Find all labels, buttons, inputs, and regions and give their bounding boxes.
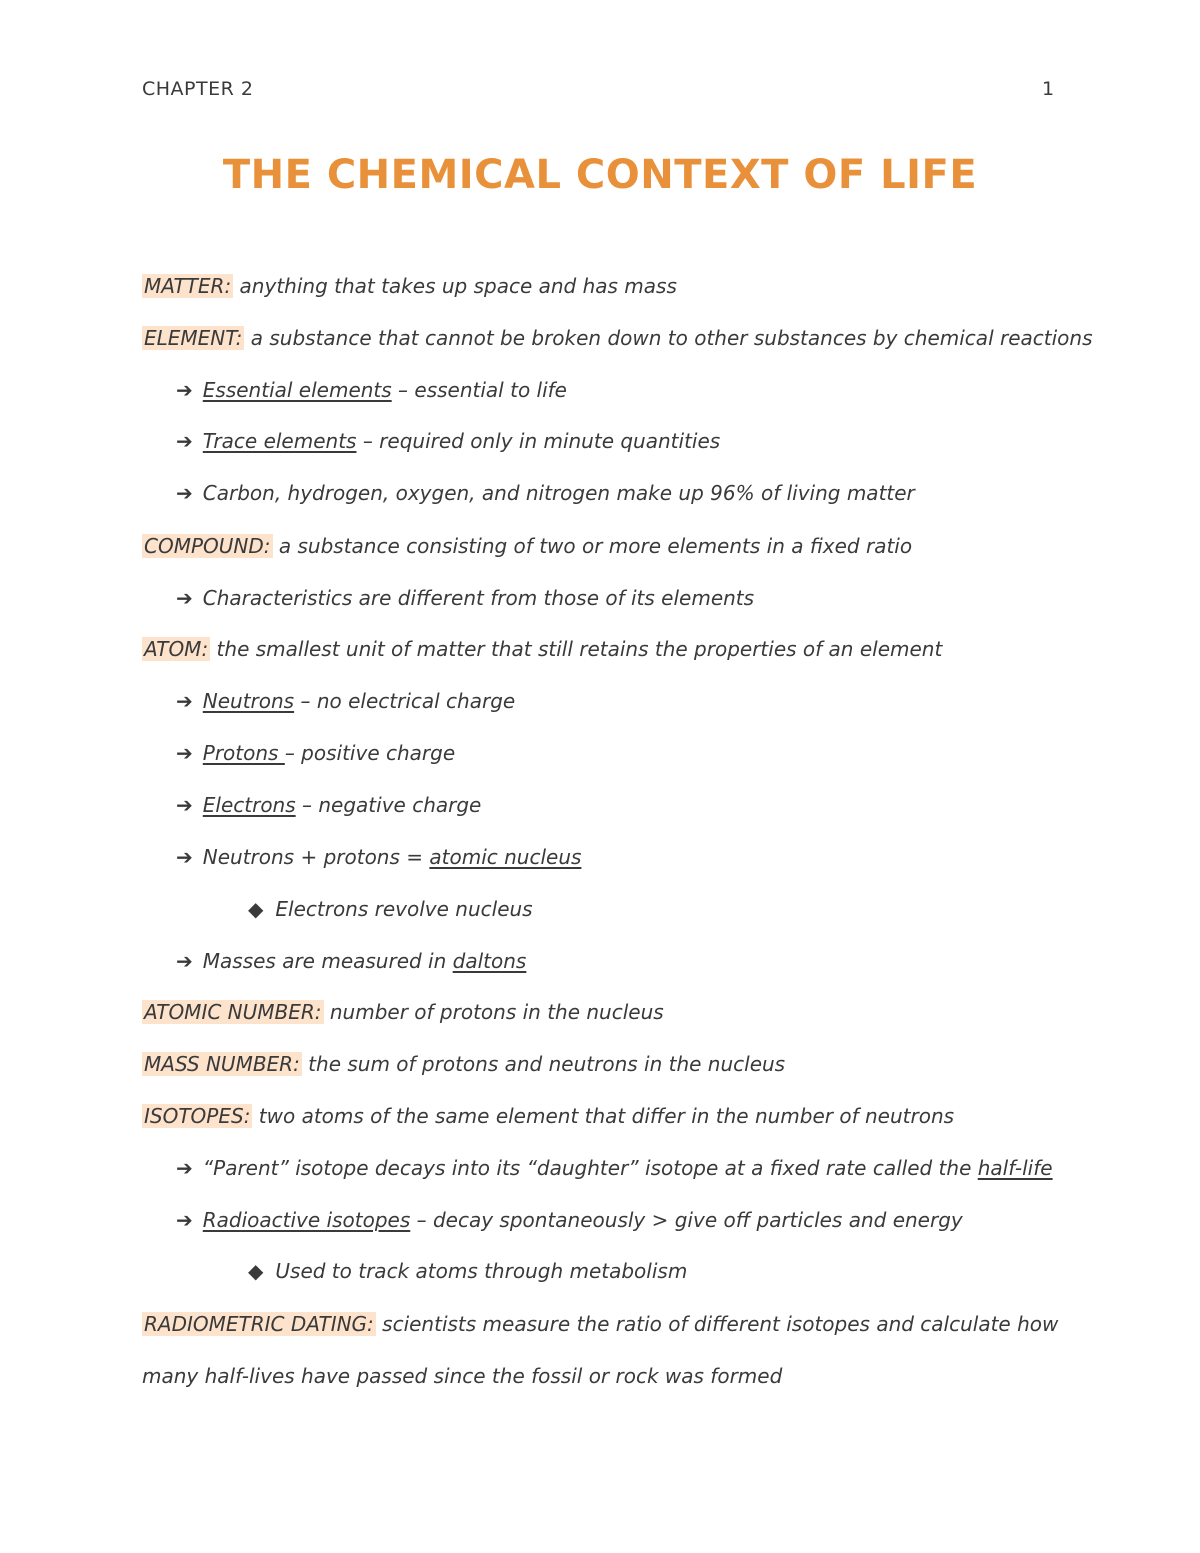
definition-mass-number: [142, 1050, 785, 1078]
definition-text: number of protons in the nucleus: [323, 1000, 664, 1024]
bullet-text: – essential to life: [391, 378, 567, 402]
arrow-icon: ➔: [176, 586, 193, 610]
bullet-text: Electrons revolve nucleus: [275, 897, 533, 921]
underlined-term: Radioactive isotopes: [202, 1208, 411, 1232]
definition-text: anything that takes up space and has mass: [233, 274, 677, 298]
page-title: THE CHEMICAL CONTEXT OF LIFE: [222, 152, 978, 198]
subbullet-revolve: [248, 895, 533, 923]
bullet-text: – no electrical charge: [294, 689, 516, 713]
underlined-term: Neutrons: [202, 689, 295, 713]
term-highlight: ELEMENT:: [144, 326, 243, 350]
bullet-protons: [176, 739, 455, 767]
term-highlight: ATOMIC NUMBER:: [144, 1000, 322, 1024]
bullet-text: Carbon, hydrogen, oxygen, and nitrogen make up 96% of living matter: [202, 481, 915, 505]
definition-text: scientists measure the ratio of different isotopes and calculate how: [375, 1312, 1059, 1336]
bullet-characteristics: [176, 584, 754, 612]
diamond-icon: ◆: [248, 897, 264, 921]
arrow-icon: ➔: [176, 1208, 193, 1232]
definition-compound: [142, 532, 912, 560]
underlined-term: Essential elements: [202, 378, 392, 402]
bullet-neutrons: [176, 687, 515, 715]
bullet-text: Used to track atoms through metabolism: [275, 1259, 688, 1283]
definition-isotopes: [142, 1102, 954, 1130]
bullet-text: Neutrons + protons =: [202, 845, 430, 869]
bullet-trace: [176, 427, 720, 455]
definition-continuation: [142, 1362, 782, 1390]
arrow-icon: ➔: [176, 429, 193, 453]
arrow-icon: ➔: [176, 1156, 193, 1180]
definition-text: the sum of protons and neutrons in the nucleus: [301, 1052, 786, 1076]
bullet-radioactive: [176, 1206, 963, 1234]
underlined-term: atomic nucleus: [429, 845, 582, 869]
arrow-icon: ➔: [176, 481, 193, 505]
subbullet-track: [248, 1257, 687, 1285]
bullet-masses: [176, 947, 526, 975]
term-highlight: ISOTOPES:: [144, 1104, 251, 1128]
bullet-text: – positive charge: [284, 741, 456, 765]
definition-text: a substance that cannot be broken down to other substances by chemical reactions: [244, 326, 1093, 350]
arrow-icon: ➔: [176, 741, 193, 765]
arrow-icon: ➔: [176, 793, 193, 817]
underlined-term: Protons: [202, 741, 285, 765]
definition-atom: [142, 635, 942, 663]
bullet-chno: [176, 479, 915, 507]
diamond-icon: ◆: [248, 1259, 264, 1283]
bullet-parent: [176, 1154, 1053, 1182]
term-highlight: MASS NUMBER:: [144, 1052, 300, 1076]
bullet-text: Masses are measured in: [202, 949, 453, 973]
term-highlight: ATOM:: [144, 637, 209, 661]
bullet-text: “Parent” isotope decays into its “daughter” isotope at a fixed rate called the: [202, 1156, 978, 1180]
definition-text: the smallest unit of matter that still retains the properties of an element: [210, 637, 943, 661]
definition-element: [142, 324, 1093, 352]
definition-text: a substance consisting of two or more elements in a fixed ratio: [272, 534, 913, 558]
arrow-icon: ➔: [176, 378, 193, 402]
bullet-text: – negative charge: [295, 793, 482, 817]
term-highlight: RADIOMETRIC DATING:: [144, 1312, 374, 1336]
underlined-term: Electrons: [202, 793, 296, 817]
underlined-term: daltons: [452, 949, 527, 973]
underlined-term: Trace elements: [202, 429, 357, 453]
bullet-essential: [176, 376, 567, 404]
definition-atomic-number: [142, 998, 664, 1026]
arrow-icon: ➔: [176, 845, 193, 869]
definition-text: two atoms of the same element that differ in the number of neutrons: [252, 1104, 955, 1128]
bullet-text: Characteristics are different from those of its elements: [202, 586, 755, 610]
definition-text: many half-lives have passed since the fossil or rock was formed: [142, 1364, 783, 1388]
page-number: 1: [1042, 78, 1055, 100]
definition-matter: [142, 272, 677, 300]
bullet-text: – decay spontaneously > give off particles and energy: [410, 1208, 963, 1232]
arrow-icon: ➔: [176, 949, 193, 973]
definition-radiometric-dating: [142, 1310, 1058, 1338]
bullet-nucleus: [176, 843, 581, 871]
arrow-icon: ➔: [176, 689, 193, 713]
chapter-header: CHAPTER 2: [142, 78, 254, 100]
term-highlight: COMPOUND:: [144, 534, 271, 558]
underlined-term: half-life: [977, 1156, 1053, 1180]
bullet-electrons: [176, 791, 481, 819]
bullet-text: – required only in minute quantities: [356, 429, 721, 453]
term-highlight: MATTER:: [144, 274, 232, 298]
